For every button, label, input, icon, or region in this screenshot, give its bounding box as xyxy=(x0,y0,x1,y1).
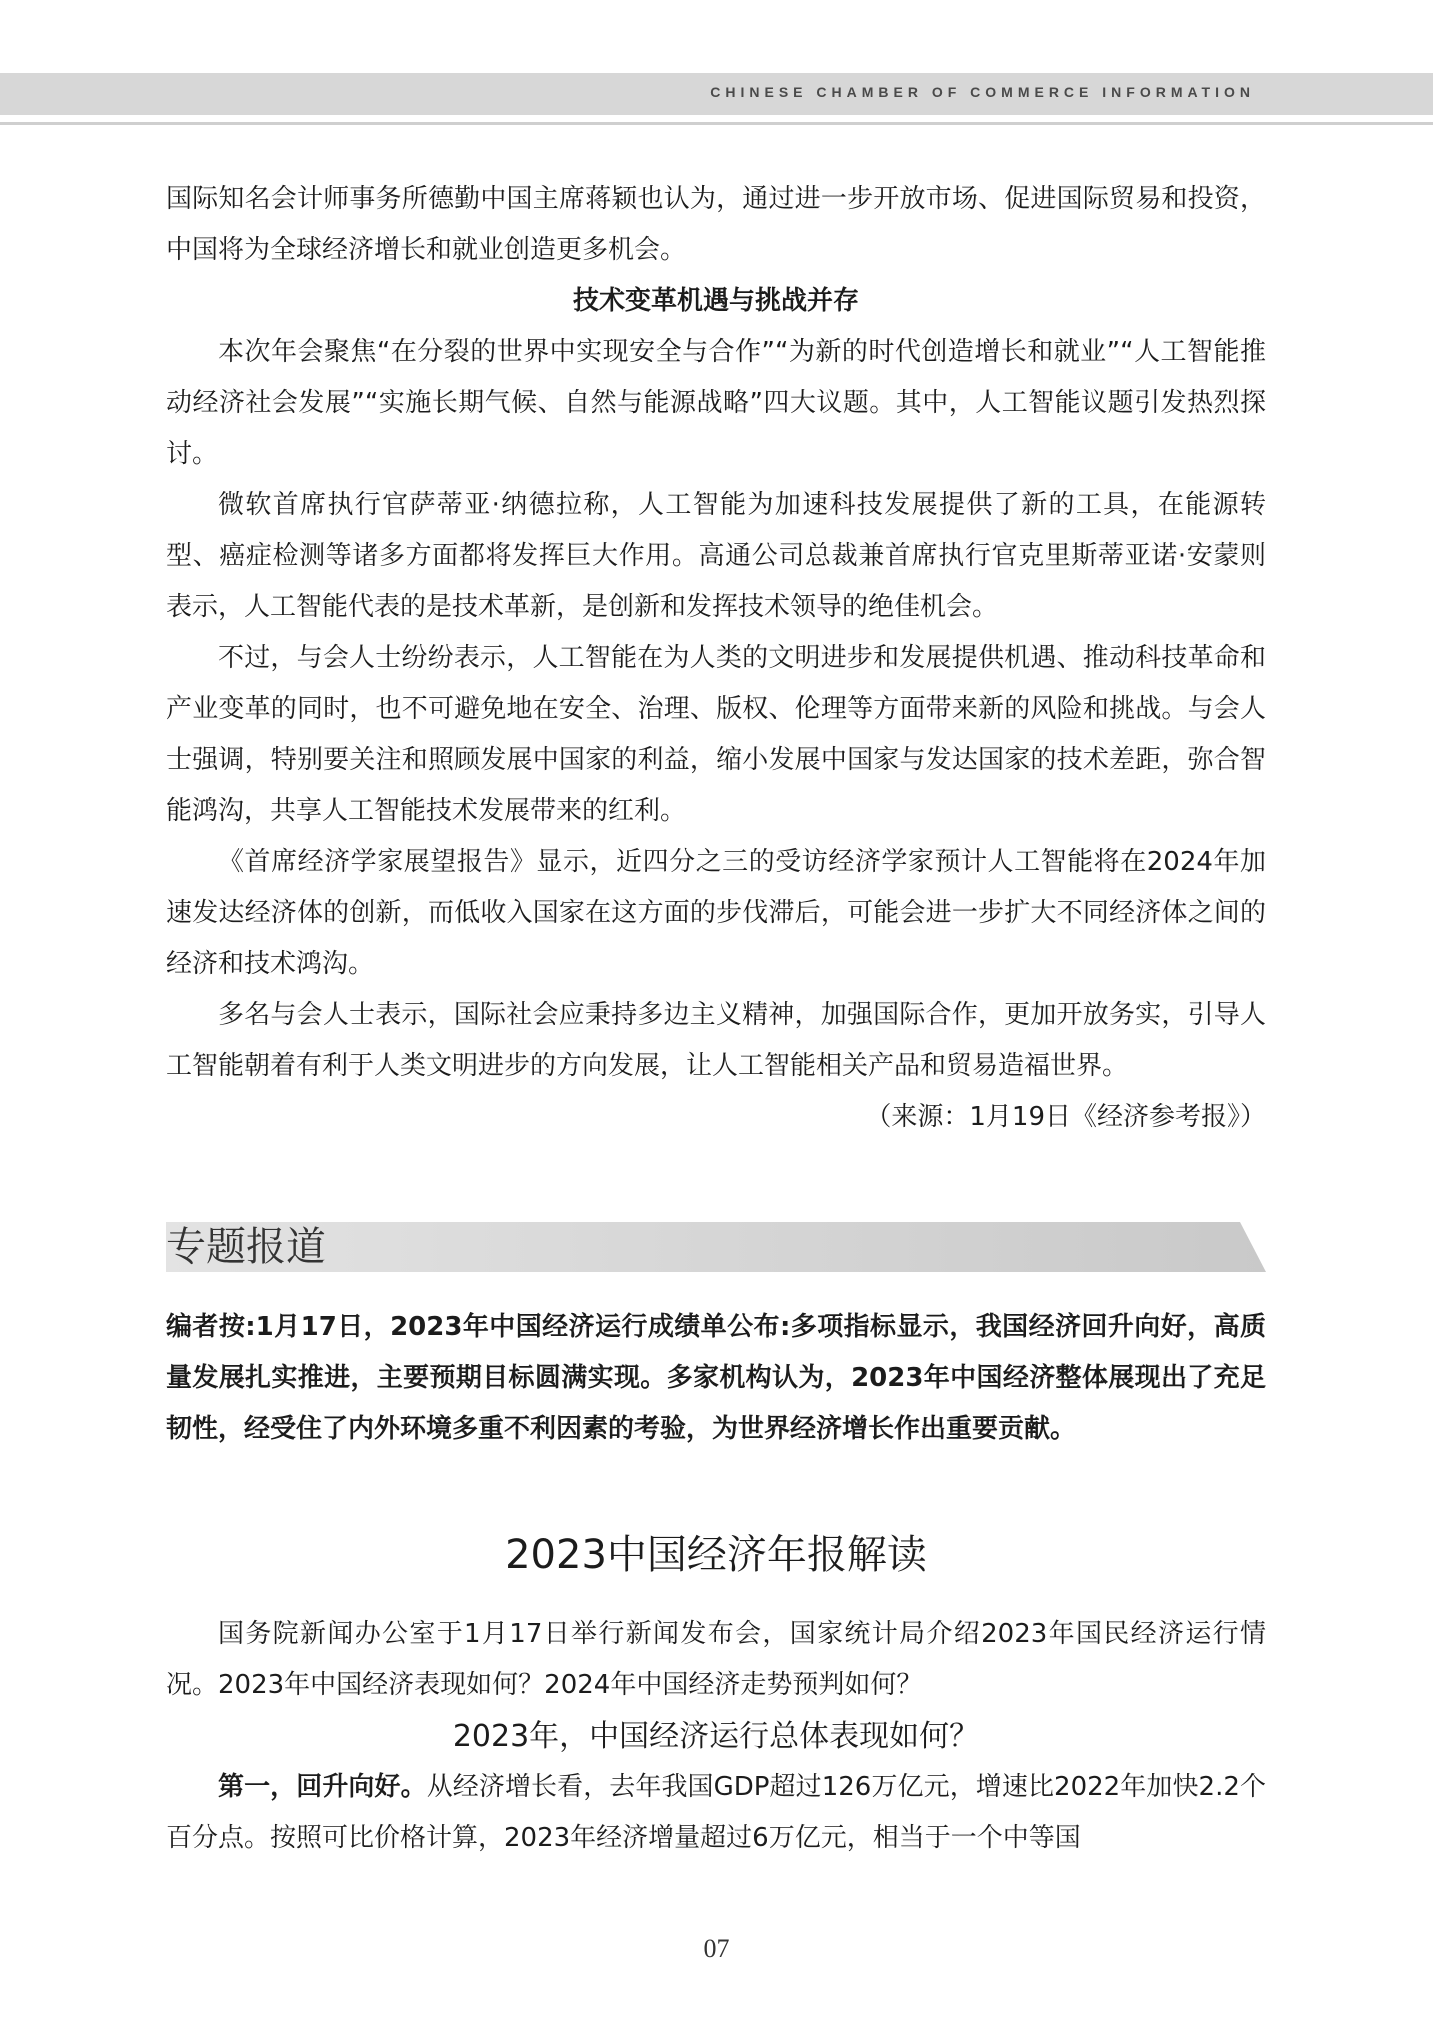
top-section xyxy=(166,174,1266,1143)
intro-paragraph: 国际知名会计师事务所德勤中国主席蒋颖也认为，通过进一步开放市场、促进国际贸易和投资，中国将为全球经济增长和就业创造更多机会。 xyxy=(166,184,1266,265)
body-paragraph: 多名与会人士表示，国际社会应秉持多边主义精神，加强国际合作，更加开放务实，引导人工智能朝着有利于人类文明进步的方向发展，让人工智能相关产品和贸易造福世界。 xyxy=(166,1000,1266,1081)
point-paragraph xyxy=(166,1762,1266,1864)
page-number: 07 xyxy=(703,1934,730,1963)
section-banner-label: 专题报道 xyxy=(166,1224,326,1270)
body-paragraph: 本次年会聚焦“在分裂的世界中实现安全与合作”“为新的时代创造增长和就业”“人工智能推动经济社会发展”“实施长期气候、自然与能源战略”四大议题。其中，人工智能议题引发热烈探讨。 xyxy=(166,337,1266,469)
point-text: 从经济增长看，去年我国GDP超过126万亿元，增速比2022年加快2.2个百分点。按照可比价格计算，2023年经济增量超过6万亿元，相当于一个中等国 xyxy=(166,1772,1266,1853)
editor-note-text: 编者按:1月17日，2023年中国经济运行成绩单公布:多项指标显示，我国经济回升向好，高质量发展扎实推进，主要预期目标圆满实现。多家机构认为，2023年中国经济整体展现出了充足韧性，经受住了内外环境多重不利因素的考验，为世界经济增长作出重要贡献。 xyxy=(166,1312,1266,1444)
article-body xyxy=(166,1609,1266,1864)
article-title: 2023中国经济年报解读 xyxy=(505,1532,927,1578)
section-subheading: 技术变革机遇与挑战并存 xyxy=(572,286,859,316)
article-intro: 国务院新闻办公室于1月17日举行新闻发布会，国家统计局介绍2023年国民经济运行情况。2023年中国经济表现如何？2024年中国经济走势预判如何？ xyxy=(166,1619,1266,1700)
header-rule xyxy=(0,122,1433,125)
body-paragraph: 微软首席执行官萨蒂亚·纳德拉称，人工智能为加速科技发展提供了新的工具，在能源转型、癌症检测等诸多方面都将发挥巨大作用。高通公司总裁兼首席执行官克里斯蒂亚诺·安蒙则表示，人工智能代表的是技术革新，是创新和发挥技术领导的绝佳机会。 xyxy=(166,490,1266,622)
running-header: CHINESE CHAMBER OF COMMERCE INFORMATION xyxy=(710,84,1255,100)
body-paragraph: 不过，与会人士纷纷表示，人工智能在为人类的文明进步和发展提供机遇、推动科技革命和产业变革的同时，也不可避免地在安全、治理、版权、伦理等方面带来新的风险和挑战。与会人士强调，特别要关注和照顾发展中国家的利益，缩小发展中国家与发达国家的技术差距，弥合智能鸿沟，共享人工智能技术发展带来的红利。 xyxy=(166,643,1266,826)
section-banner-background xyxy=(166,1222,1266,1272)
point-lead: 第一，回升向好。 xyxy=(218,1772,427,1802)
source-citation: （来源：1月19日《经济参考报》） xyxy=(865,1102,1266,1132)
body-paragraph: 《首席经济学家展望报告》显示，近四分之三的受访经济学家预计人工智能将在2024年加速发达经济体的创新，而低收入国家在这方面的步伐滞后，可能会进一步扩大不同经济体之间的经济和技术鸿沟。 xyxy=(166,847,1266,979)
section-banner xyxy=(166,1222,1266,1272)
editor-note xyxy=(166,1302,1266,1455)
question-heading: 2023年，中国经济运行总体表现如何？ xyxy=(452,1719,980,1754)
